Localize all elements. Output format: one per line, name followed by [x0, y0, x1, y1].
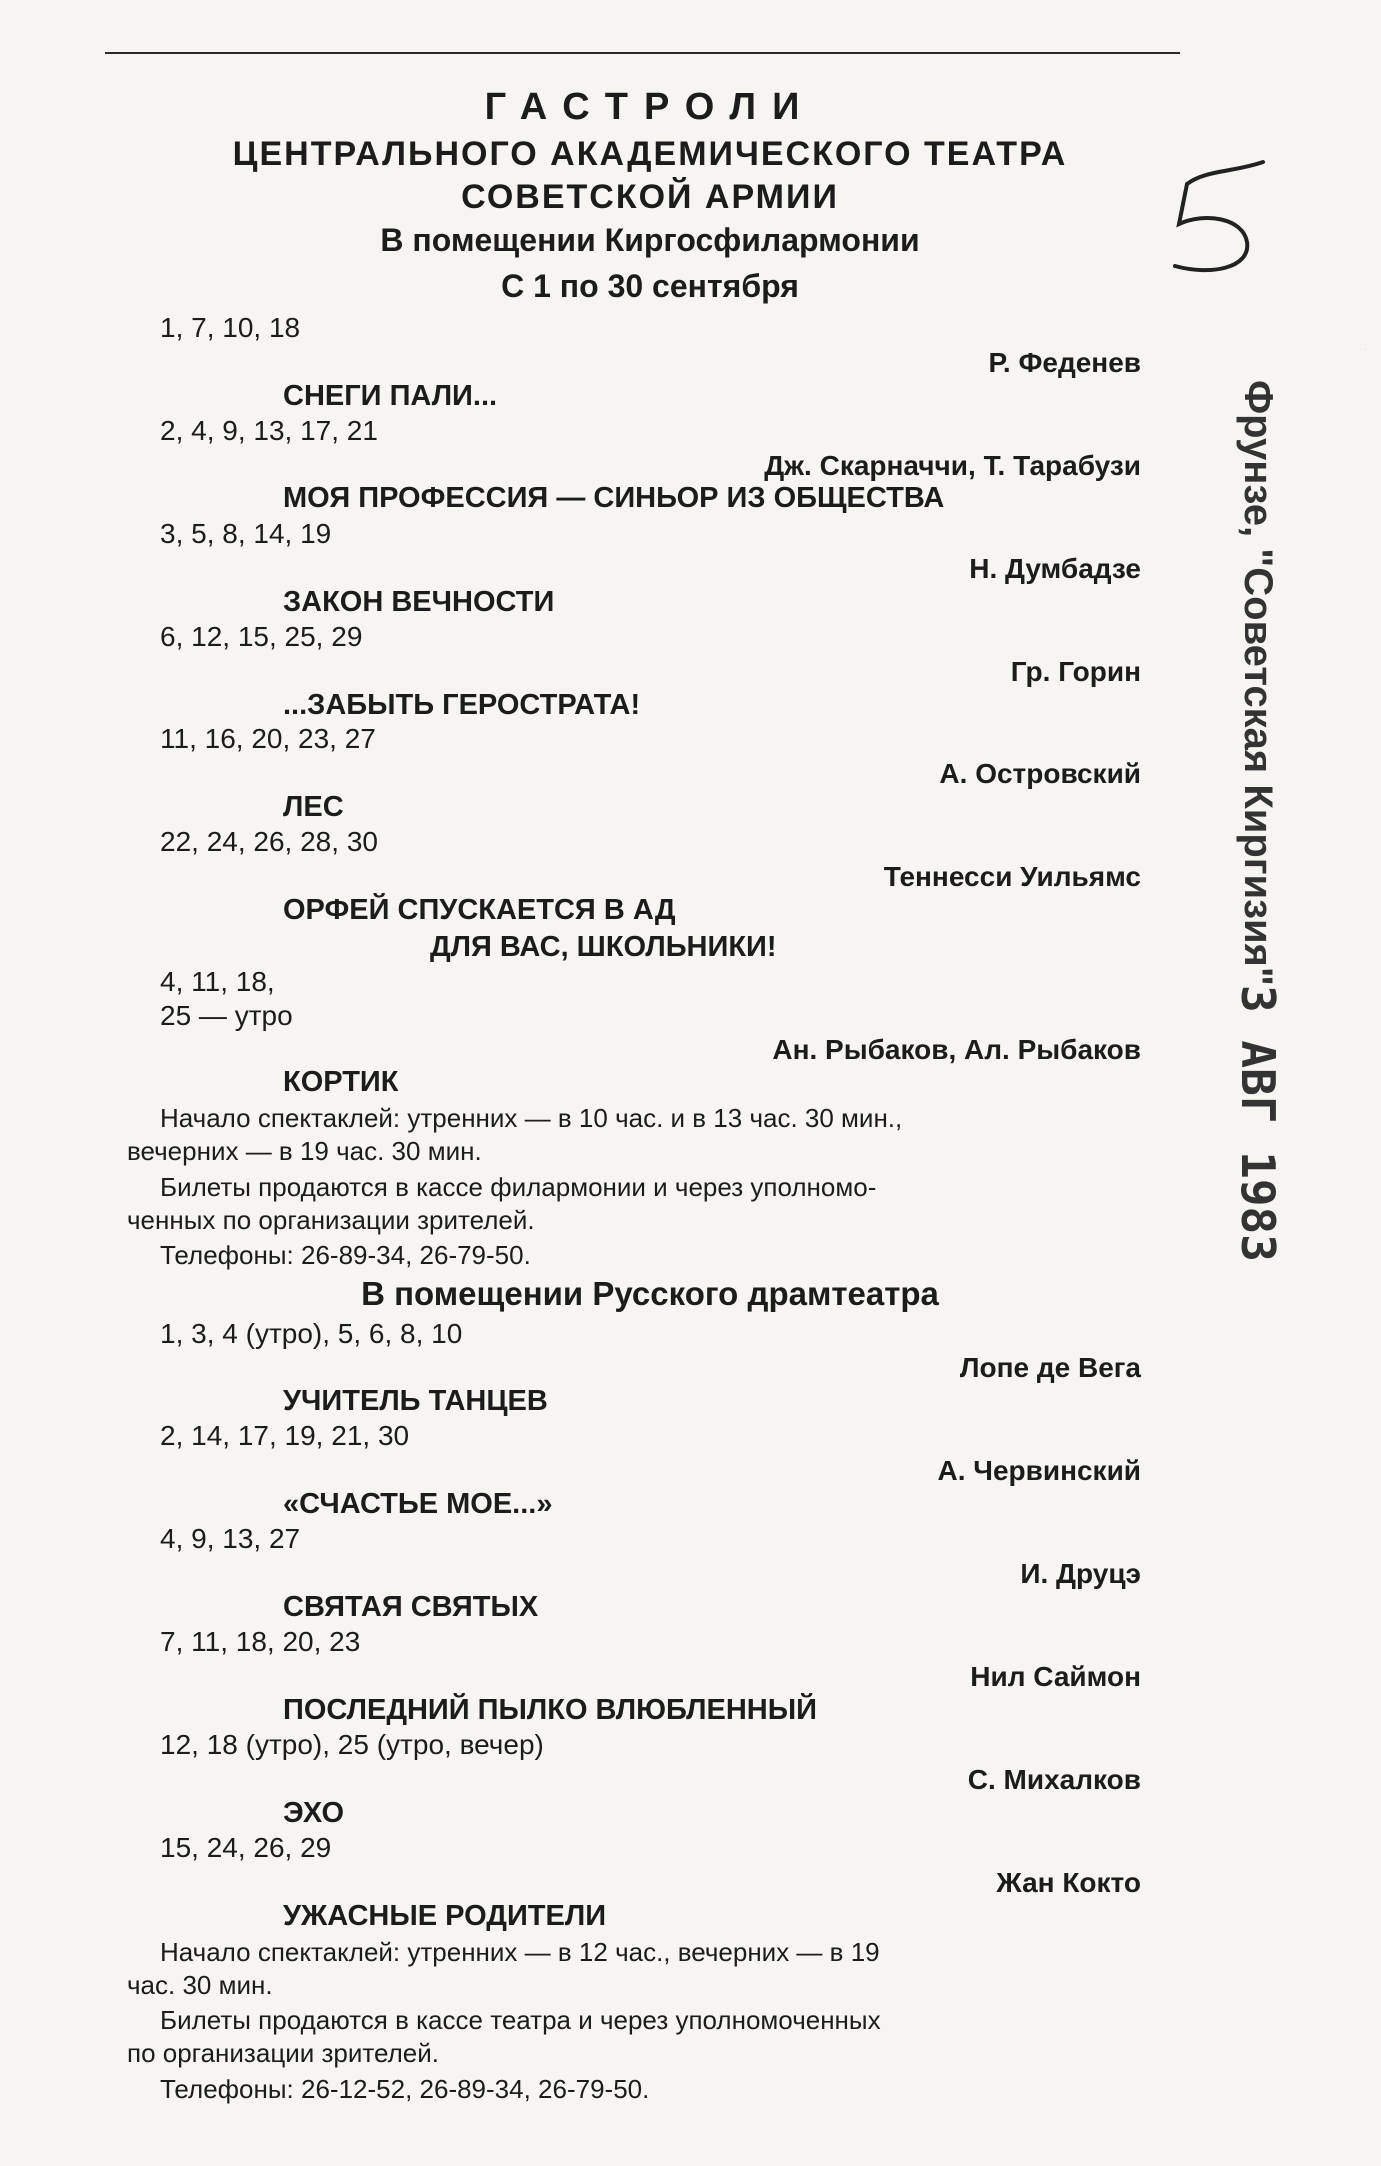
handwritten-number	[1165, 150, 1366, 351]
performance-dates: 7, 11, 18, 20, 23	[160, 1626, 361, 1657]
theatre-name-line2: СОВЕТСКОЙ АРМИИ	[461, 178, 839, 216]
play-title: ...ЗАБЫТЬ ГЕРОСТРАТА!	[283, 689, 641, 721]
play-title: ЭХО	[283, 1797, 345, 1829]
performance-dates: 2, 4, 9, 13, 17, 21	[160, 415, 378, 446]
performance-dates: 6, 12, 15, 25, 29	[160, 621, 363, 652]
schedule-note: Начало спектаклей: утренних — в 10 час. и в 13 час. 30 мин.,	[160, 1103, 903, 1133]
play-author: Ан. Рыбаков, Ал. Рыбаков	[772, 1034, 1141, 1065]
play-author: Р. Феденев	[988, 347, 1141, 378]
play-author: И. Друцэ	[1020, 1558, 1141, 1589]
page-title: ГАСТРОЛИ	[484, 86, 816, 128]
performance-dates: 25 — утро	[160, 1000, 293, 1031]
play-title: ПОСЛЕДНИЙ ПЫЛКО ВЛЮБЛЕННЫЙ	[283, 1694, 817, 1726]
performance-dates: 12, 18 (утро), 25 (утро, вечер)	[160, 1729, 544, 1760]
date-range: С 1 по 30 сентября	[501, 268, 799, 304]
play-author: Нил Саймон	[970, 1661, 1141, 1692]
schedule-note: час. 30 мин.	[127, 1970, 273, 2000]
schedule-note: Начало спектаклей: утренних — в 12 час., вечерних — в 19	[160, 1937, 880, 1967]
play-title: ЗАКОН ВЕЧНОСТИ	[283, 586, 555, 618]
play-author: Жан Кокто	[996, 1867, 1141, 1898]
performance-dates: 1, 3, 4 (утро), 5, 6, 8, 10	[160, 1318, 463, 1349]
svg-text:5: 5	[1365, 350, 1366, 351]
performance-dates: 11, 16, 20, 23, 27	[160, 723, 376, 754]
play-author: С. Михалков	[967, 1764, 1141, 1795]
performance-dates: 4, 9, 13, 27	[160, 1523, 301, 1554]
performance-dates: 4, 11, 18,	[160, 966, 275, 997]
date-stamp: 3 АВГ 1983	[1231, 985, 1285, 1262]
tickets-note: Билеты продаются в кассе театра и через уполномоченных	[160, 2005, 881, 2035]
phones-note: Телефоны: 26-12-52, 26-89-34, 26-79-50.	[160, 2074, 650, 2104]
play-title: УЧИТЕЛЬ ТАНЦЕВ	[283, 1385, 548, 1417]
play-author: Н. Думбадзе	[969, 553, 1141, 584]
play-author: А. Островский	[939, 758, 1141, 789]
play-title: ОРФЕЙ СПУСКАЕТСЯ В АД	[283, 894, 676, 926]
tickets-note: Билеты продаются в кассе филармонии и через уполномо-	[160, 1172, 877, 1202]
performance-dates: 15, 24, 26, 29	[160, 1832, 332, 1863]
theatre-name-line1: ЦЕНТРАЛЬНОГО АКАДЕМИЧЕСКОГО ТЕАТРА	[232, 135, 1068, 173]
performance-dates: 3, 5, 8, 14, 19	[160, 518, 332, 549]
play-title: МОЯ ПРОФЕССИЯ — СИНЬОР ИЗ ОБЩЕСТВА	[283, 482, 945, 514]
performance-dates: 22, 24, 26, 28, 30	[160, 826, 378, 857]
top-rule	[105, 52, 1180, 54]
play-title: УЖАСНЫЕ РОДИТЕЛИ	[283, 1900, 607, 1932]
play-author: Лопе де Вега	[959, 1352, 1141, 1383]
play-author: Гр. Горин	[1010, 656, 1141, 687]
play-title: «СЧАСТЬЕ МОЕ...»	[283, 1488, 553, 1520]
play-title: СНЕГИ ПАЛИ...	[283, 380, 498, 412]
play-title: СВЯТАЯ СВЯТЫХ	[283, 1591, 539, 1623]
phones-note: Телефоны: 26-89-34, 26-79-50.	[160, 1240, 531, 1270]
tickets-note: по организации зрителей.	[127, 2038, 439, 2068]
schedule-note: вечерних — в 19 час. 30 мин.	[127, 1136, 482, 1166]
performance-dates: 2, 14, 17, 19, 21, 30	[160, 1420, 410, 1451]
venue-heading: В помещении Русского драмтеатра	[361, 1275, 939, 1312]
play-author: Теннесси Уильямс	[883, 861, 1141, 892]
tickets-note: ченных по организации зрителей.	[127, 1205, 535, 1235]
play-title: КОРТИК	[283, 1066, 399, 1098]
play-author: А. Червинский	[937, 1455, 1141, 1486]
play-title: ЛЕС	[283, 791, 344, 823]
newspaper-stamp: Фрунзе, "Советская Киргизия"	[1236, 380, 1280, 986]
venue-heading: В помещении Киргосфилармонии	[380, 222, 920, 258]
schoolchildren-heading: ДЛЯ ВАС, ШКОЛЬНИКИ!	[430, 931, 777, 963]
play-author: Дж. Скарначчи, Т. Тарабузи	[764, 450, 1141, 481]
performance-dates: 1, 7, 10, 18	[160, 312, 301, 343]
